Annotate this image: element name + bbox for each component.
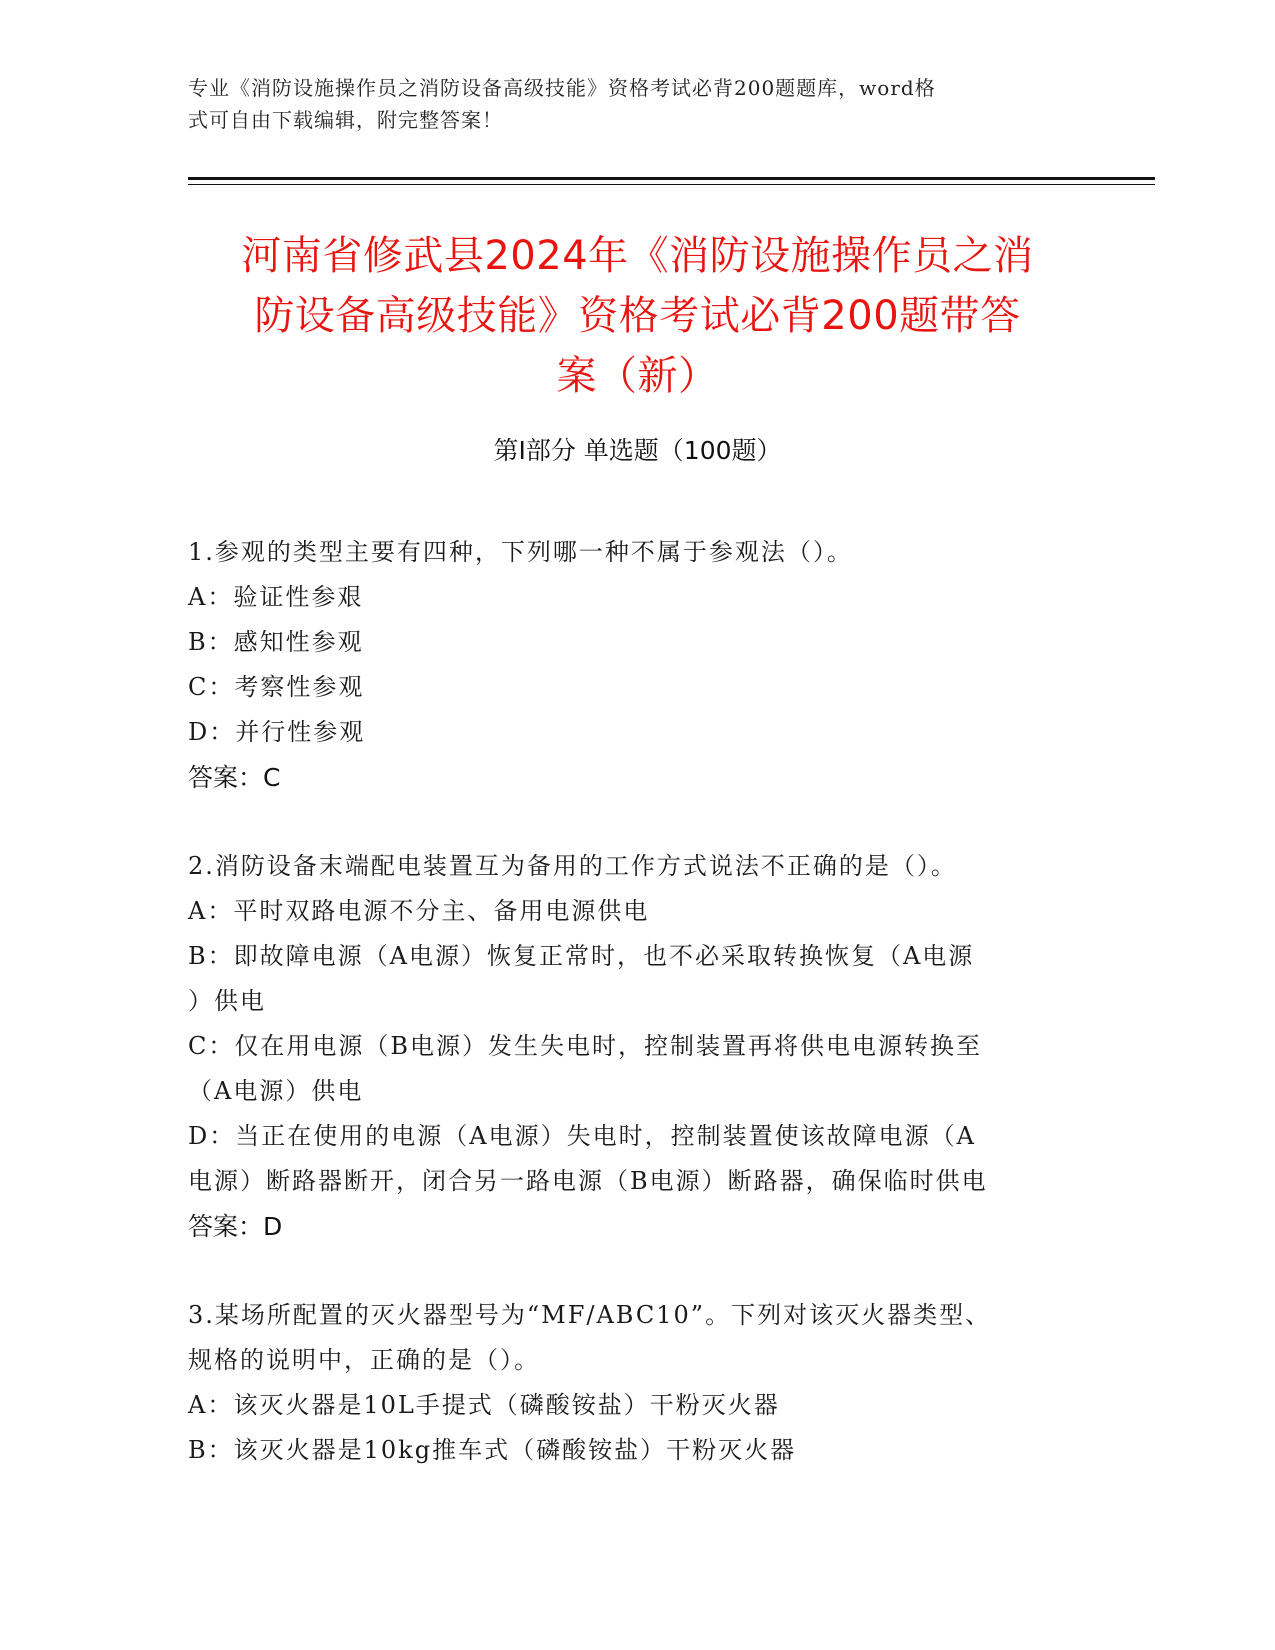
option-b: B：该灭火器是10kg推车式（磷酸铵盐）干粉灭火器 [188, 1436, 797, 1464]
option-a: A：验证性参艰 [188, 583, 364, 611]
title-line: 案（新） [556, 353, 719, 399]
option-b-continued: ）供电 [188, 987, 266, 1015]
question-stem: 3.某场所配置的灭火器型号为“MF/ABC10”。下列对该灭火器类型、 [188, 1301, 992, 1329]
answer-line: 答案：D [188, 1212, 283, 1241]
answer-line: 答案：C [188, 763, 281, 792]
title-line: 河南省修武县2024年《消防设施操作员之消 [241, 233, 1034, 279]
option-a: A：该灭火器是10L手提式（磷酸铵盐）干粉灭火器 [188, 1391, 780, 1419]
option-c: C：考察性参观 [188, 673, 365, 701]
section-heading: 第Ⅰ部分 单选题（100题） [493, 436, 782, 465]
question-list [188, 530, 1088, 1517]
header-divider-thick [188, 177, 1155, 180]
option-b: B：感知性参观 [188, 628, 364, 656]
question-item [188, 1293, 1088, 1473]
option-d: D：并行性参观 [188, 718, 366, 746]
title-line: 防设备高级技能》资格考试必背200题带答 [254, 293, 1021, 339]
header-divider-thin [188, 184, 1155, 185]
option-c-continued: （A电源）供电 [188, 1077, 364, 1105]
header-note [188, 72, 1088, 136]
option-b: B：即故障电源（A电源）恢复正常时，也不必采取转换恢复（A电源 [188, 942, 975, 970]
question-stem: 1.参观的类型主要有四种，下列哪一种不属于参观法（）。 [188, 538, 853, 566]
option-d-continued: 电源）断路器断开，闭合另一路电源（B电源）断路器，确保临时供电 [188, 1167, 988, 1195]
document-title [150, 226, 1125, 406]
header-note-line: 专业《消防设施操作员之消防设备高级技能》资格考试必背200题题库，word格 [188, 76, 936, 100]
option-a: A：平时双路电源不分主、备用电源供电 [188, 897, 650, 925]
question-item [188, 844, 1088, 1249]
question-item [188, 530, 1088, 800]
header-note-line: 式可自由下载编辑，附完整答案！ [188, 108, 503, 132]
question-stem-continued: 规格的说明中，正确的是（）。 [188, 1346, 540, 1374]
question-stem: 2.消防设备末端配电装置互为备用的工作方式说法不正确的是（）。 [188, 852, 957, 880]
option-d: D：当正在使用的电源（A电源）失电时，控制装置使该故障电源（A [188, 1122, 976, 1150]
option-c: C：仅在用电源（B电源）发生失电时，控制装置再将供电电源转换至 [188, 1032, 982, 1060]
